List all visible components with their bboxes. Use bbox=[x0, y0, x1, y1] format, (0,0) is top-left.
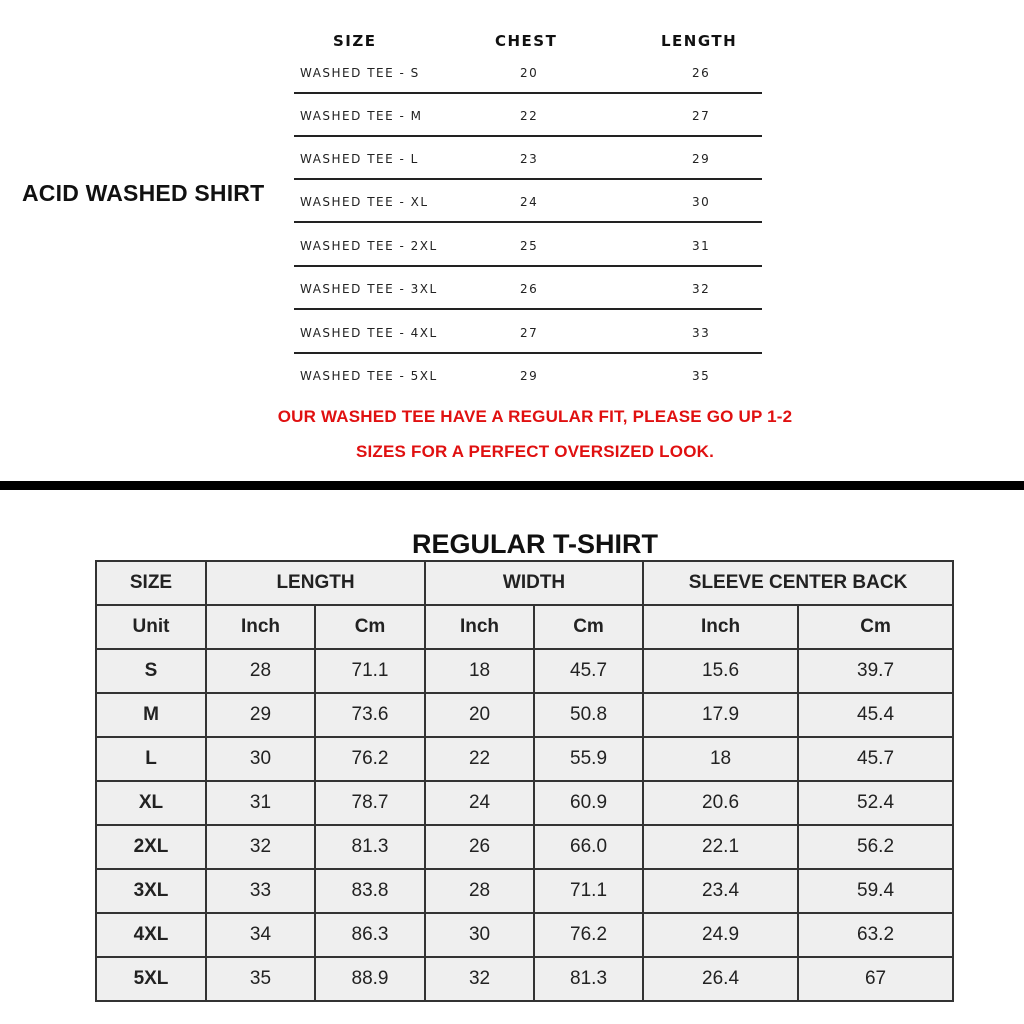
length-inch-cell: 29 bbox=[206, 693, 315, 737]
header-sleeve-center-back: SLEEVE CENTER BACK bbox=[643, 561, 953, 605]
width-inch-cell: 24 bbox=[425, 781, 534, 825]
size-cell: S bbox=[96, 649, 206, 693]
size-cell: L bbox=[96, 737, 206, 781]
table-row bbox=[96, 693, 953, 737]
length-cell: 27 bbox=[692, 109, 711, 123]
table-row bbox=[96, 825, 953, 869]
length-inch-cell: 33 bbox=[206, 869, 315, 913]
table-row bbox=[96, 869, 953, 913]
width-inch-cell: 26 bbox=[425, 825, 534, 869]
size-cell: M bbox=[96, 693, 206, 737]
header-width: WIDTH bbox=[425, 561, 643, 605]
length-inch-cell: 35 bbox=[206, 957, 315, 1001]
length-cell: 35 bbox=[692, 369, 711, 383]
chest-cell: 20 bbox=[520, 66, 539, 80]
width-inch-cell: 28 bbox=[425, 869, 534, 913]
table-row bbox=[96, 957, 953, 1001]
length-inch-cell: 28 bbox=[206, 649, 315, 693]
length-cell: 30 bbox=[692, 195, 711, 209]
size-cell: 5XL bbox=[96, 957, 206, 1001]
table-row bbox=[294, 365, 762, 408]
sleeve-cm-cell: 67 bbox=[798, 957, 953, 1001]
width-cm-cell: 71.1 bbox=[534, 869, 643, 913]
chest-cell: 27 bbox=[520, 326, 539, 340]
chest-cell: 24 bbox=[520, 195, 539, 209]
size-cell: WASHED TEE - L bbox=[300, 152, 419, 166]
size-cell: WASHED TEE - 5XL bbox=[300, 369, 438, 383]
row-divider bbox=[294, 308, 762, 310]
regular-tshirt-title: REGULAR T-SHIRT bbox=[412, 529, 658, 559]
size-cell: WASHED TEE - 3XL bbox=[300, 282, 438, 296]
table-row bbox=[96, 913, 953, 957]
table-row bbox=[294, 278, 762, 321]
header-length: LENGTH bbox=[206, 561, 425, 605]
length-cell: 26 bbox=[692, 66, 711, 80]
header-row bbox=[96, 561, 953, 605]
size-cell: WASHED TEE - M bbox=[300, 109, 423, 123]
length-cm-cell: 81.3 bbox=[315, 825, 425, 869]
sleeve-inch-cell: 24.9 bbox=[643, 913, 798, 957]
size-cell: WASHED TEE - 2XL bbox=[300, 239, 438, 253]
chest-cell: 22 bbox=[520, 109, 539, 123]
length-cell: 31 bbox=[692, 239, 711, 253]
regular-size-table bbox=[95, 560, 954, 1002]
sleeve-cm-cell: 39.7 bbox=[798, 649, 953, 693]
row-divider bbox=[294, 135, 762, 137]
length-cm-cell: 86.3 bbox=[315, 913, 425, 957]
sleeve-cm-cell: 52.4 bbox=[798, 781, 953, 825]
size-cell: WASHED TEE - XL bbox=[300, 195, 429, 209]
width-inch-cell: 32 bbox=[425, 957, 534, 1001]
acid-header-length: LENGTH bbox=[661, 32, 738, 50]
acid-header-chest: CHEST bbox=[495, 32, 558, 50]
table-row bbox=[294, 191, 762, 234]
unit-cell: Inch bbox=[643, 605, 798, 649]
width-cm-cell: 81.3 bbox=[534, 957, 643, 1001]
width-inch-cell: 18 bbox=[425, 649, 534, 693]
length-cm-cell: 76.2 bbox=[315, 737, 425, 781]
table-row bbox=[294, 105, 762, 148]
width-inch-cell: 22 bbox=[425, 737, 534, 781]
width-cm-cell: 76.2 bbox=[534, 913, 643, 957]
chest-cell: 23 bbox=[520, 152, 539, 166]
width-cm-cell: 45.7 bbox=[534, 649, 643, 693]
chest-cell: 25 bbox=[520, 239, 539, 253]
table-row bbox=[294, 62, 762, 105]
size-cell: XL bbox=[96, 781, 206, 825]
row-divider bbox=[294, 178, 762, 180]
chest-cell: 26 bbox=[520, 282, 539, 296]
row-divider bbox=[294, 221, 762, 223]
sleeve-inch-cell: 22.1 bbox=[643, 825, 798, 869]
sleeve-cm-cell: 45.4 bbox=[798, 693, 953, 737]
length-cell: 33 bbox=[692, 326, 711, 340]
table-row bbox=[96, 781, 953, 825]
sleeve-cm-cell: 59.4 bbox=[798, 869, 953, 913]
length-inch-cell: 30 bbox=[206, 737, 315, 781]
table-row bbox=[96, 737, 953, 781]
unit-cell: Cm bbox=[798, 605, 953, 649]
size-cell: 2XL bbox=[96, 825, 206, 869]
width-inch-cell: 30 bbox=[425, 913, 534, 957]
sleeve-cm-cell: 45.7 bbox=[798, 737, 953, 781]
size-cell: 4XL bbox=[96, 913, 206, 957]
length-cm-cell: 71.1 bbox=[315, 649, 425, 693]
section-divider bbox=[0, 481, 1024, 490]
length-cell: 29 bbox=[692, 152, 711, 166]
length-inch-cell: 31 bbox=[206, 781, 315, 825]
size-cell: WASHED TEE - 4XL bbox=[300, 326, 438, 340]
row-divider bbox=[294, 92, 762, 94]
chest-cell: 29 bbox=[520, 369, 539, 383]
width-cm-cell: 55.9 bbox=[534, 737, 643, 781]
size-cell: WASHED TEE - S bbox=[300, 66, 420, 80]
length-cell: 32 bbox=[692, 282, 711, 296]
width-inch-cell: 20 bbox=[425, 693, 534, 737]
acid-header-size: SIZE bbox=[333, 32, 377, 50]
table-row bbox=[294, 235, 762, 278]
sleeve-cm-cell: 63.2 bbox=[798, 913, 953, 957]
acid-washed-shirt-title: ACID WASHED SHIRT bbox=[22, 180, 265, 206]
sleeve-cm-cell: 56.2 bbox=[798, 825, 953, 869]
size-cell: 3XL bbox=[96, 869, 206, 913]
row-divider bbox=[294, 265, 762, 267]
row-divider bbox=[294, 352, 762, 354]
fit-note-line-1: OUR WASHED TEE HAVE A REGULAR FIT, PLEASE GO UP 1-2 bbox=[277, 407, 793, 426]
sleeve-inch-cell: 18 bbox=[643, 737, 798, 781]
length-cm-cell: 88.9 bbox=[315, 957, 425, 1001]
table-row bbox=[294, 322, 762, 365]
table-row bbox=[294, 148, 762, 191]
width-cm-cell: 60.9 bbox=[534, 781, 643, 825]
fit-note-line-2: SIZES FOR A PERFECT OVERSIZED LOOK. bbox=[355, 442, 715, 461]
length-inch-cell: 34 bbox=[206, 913, 315, 957]
width-cm-cell: 50.8 bbox=[534, 693, 643, 737]
width-cm-cell: 66.0 bbox=[534, 825, 643, 869]
sleeve-inch-cell: 15.6 bbox=[643, 649, 798, 693]
unit-label: Unit bbox=[96, 605, 206, 649]
header-size: SIZE bbox=[96, 561, 206, 605]
sleeve-inch-cell: 23.4 bbox=[643, 869, 798, 913]
length-cm-cell: 83.8 bbox=[315, 869, 425, 913]
table-row bbox=[96, 649, 953, 693]
unit-cell: Cm bbox=[315, 605, 425, 649]
sleeve-inch-cell: 26.4 bbox=[643, 957, 798, 1001]
unit-row bbox=[96, 605, 953, 649]
sleeve-inch-cell: 20.6 bbox=[643, 781, 798, 825]
length-cm-cell: 73.6 bbox=[315, 693, 425, 737]
unit-cell: Cm bbox=[534, 605, 643, 649]
sleeve-inch-cell: 17.9 bbox=[643, 693, 798, 737]
length-cm-cell: 78.7 bbox=[315, 781, 425, 825]
unit-cell: Inch bbox=[206, 605, 315, 649]
unit-cell: Inch bbox=[425, 605, 534, 649]
length-inch-cell: 32 bbox=[206, 825, 315, 869]
